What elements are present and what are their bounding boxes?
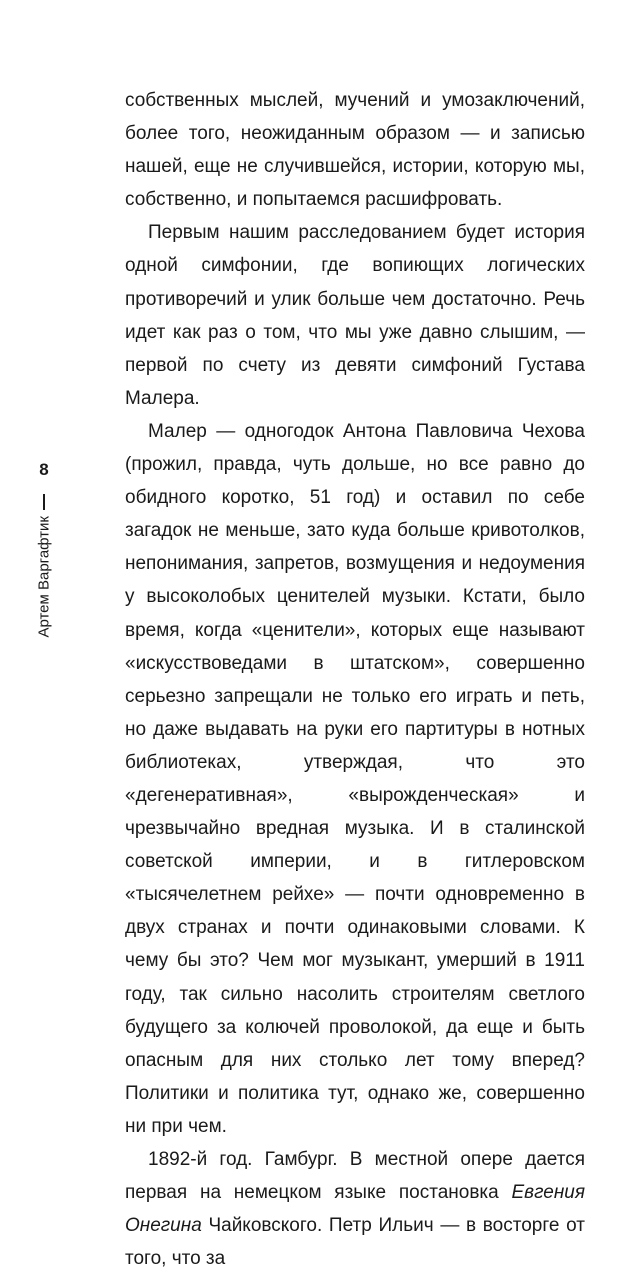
page-number: 8 [39,460,49,479]
running-head-container [33,516,55,666]
body-text [125,84,585,1275]
paragraph-4-after: Чайковского. Петр Ильич — в восторге от того, что за [125,1215,585,1270]
paragraph-4-before: 1892-й год. Гамбург. В местной опере дается первая на немецком языке постановка [125,1149,585,1204]
book-title-italic: Евгения Онегина [125,1182,585,1237]
running-head: Артем Варгафтик [35,516,53,638]
paragraph-2: Первым нашим расследованием будет история одной симфонии, где вопиющих логических противоречий и улик больше чем достаточно. Речь идет как раз о том, что мы уже давно слышим, — первой по счету из девяти симфоний Густава Малера. [125,222,585,409]
paragraph-4 [125,1143,585,1275]
paragraph-1: собственных мыслей, мучений и умозаключений, более того, неожиданным образом — и записью нашей, еще не случившейся, истории, которую мы, собственно, и попытаемся расшифровать. [125,90,585,211]
margin-divider [43,494,45,510]
paragraph-3: Малер — одногодок Антона Павловича Чехова (прожил, правда, чуть дольше, но все равно до обидного коротко, 51 год) и оставил по себе загадок не меньше, зато куда больше кривотолков, непонимания, запретов, возмущения и недоумения у высоколобых ценителей музыки. Кстати, было время, когда «ценители», которых еще называют «искусствоведами в штатском», совершенно серьезно запрещали не только его играть и петь, но даже выдавать на руки его партитуры в нотных библиотеках, утверждая, что это «дегенеративная», «вырожденческая» и чрезвычайно вредная музыка. И в сталинской советской империи, и в гитлеровском «тысячелетнем рейхе» — почти одновременно в двух странах и почти одинаковыми словами. К чему бы это? Чем мог музыкант, умерший в 1911 году, так сильно насолить строителям светлого будущего за колючей проволокой, да еще и быть опасным для них столько лет тому вперед? Политики и политика тут, однако же, совершенно ни при чем. [125,420,585,1137]
